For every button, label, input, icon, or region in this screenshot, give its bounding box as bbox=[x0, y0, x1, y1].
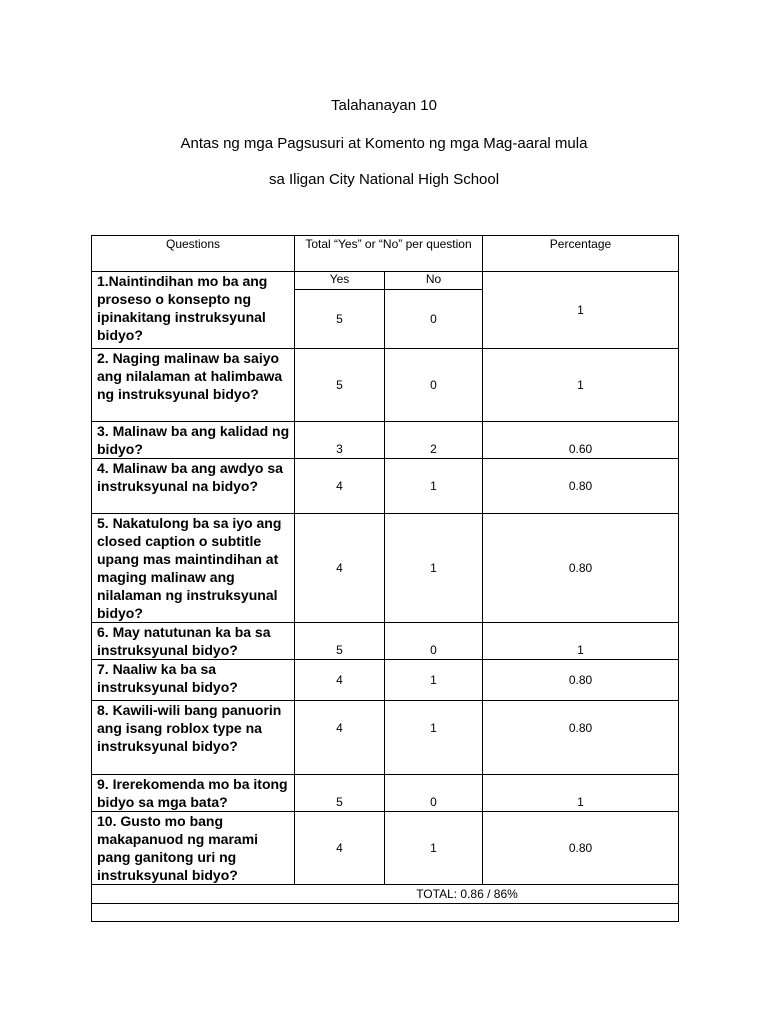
header-no: No bbox=[385, 272, 483, 290]
no-count-cell: 2 bbox=[385, 422, 483, 459]
header-total-yes-no: Total “Yes” or “No” per question bbox=[295, 236, 483, 272]
yes-count-cell: 4 bbox=[295, 660, 385, 701]
no-count-cell: 0 bbox=[385, 349, 483, 422]
total-cell bbox=[92, 885, 679, 904]
no-count-cell: 1 bbox=[385, 812, 483, 885]
no-count-cell: 1 bbox=[385, 459, 483, 514]
document-title: Talahanayan 10 bbox=[331, 97, 437, 114]
percentage-cell: 1 bbox=[483, 775, 679, 812]
empty-cell bbox=[92, 904, 679, 922]
question-cell: 6. May natutunan ka ba sa instruksyunal bidyo? bbox=[92, 623, 295, 660]
percentage-cell: 1 bbox=[483, 623, 679, 660]
percentage-cell: 0.80 bbox=[483, 701, 679, 775]
table-row bbox=[92, 272, 679, 290]
yes-count-cell: 5 bbox=[295, 775, 385, 812]
percentage-cell: 0.80 bbox=[483, 812, 679, 885]
header-yes: Yes bbox=[295, 272, 385, 290]
question-cell: 9. Irerekomenda mo ba itong bidyo sa mga bata? bbox=[92, 775, 295, 812]
table-row bbox=[92, 775, 679, 812]
yes-count-cell: 3 bbox=[295, 422, 385, 459]
no-count-cell: 0 bbox=[385, 290, 483, 349]
yes-count-cell: 5 bbox=[295, 349, 385, 422]
yes-count-cell: 5 bbox=[295, 623, 385, 660]
percentage-cell: 0.80 bbox=[483, 459, 679, 514]
percentage-cell: 0.80 bbox=[483, 660, 679, 701]
document-subtitle-line-1: Antas ng mga Pagsusuri at Komento ng mga Mag-aaral mula bbox=[180, 135, 588, 152]
total-row bbox=[92, 885, 679, 904]
table-row bbox=[92, 349, 679, 422]
table-row bbox=[92, 459, 679, 514]
percentage-cell: 1 bbox=[483, 272, 679, 349]
table-row bbox=[92, 422, 679, 459]
yes-count-cell: 4 bbox=[295, 812, 385, 885]
no-count-cell: 0 bbox=[385, 623, 483, 660]
question-cell: 7. Naaliw ka ba sa instruksyunal bidyo? bbox=[92, 660, 295, 701]
question-cell: 1.Naintindihan mo ba ang proseso o konsepto ng ipinakitang instruksyunal bidyo? bbox=[92, 272, 295, 349]
question-cell: 3. Malinaw ba ang kalidad ng bidyo? bbox=[92, 422, 295, 459]
header-percentage: Percentage bbox=[483, 236, 679, 272]
no-count-cell: 0 bbox=[385, 775, 483, 812]
header-questions: Questions bbox=[92, 236, 295, 272]
no-count-cell: 1 bbox=[385, 701, 483, 775]
question-cell: 4. Malinaw ba ang awdyo sa instruksyunal na bidyo? bbox=[92, 459, 295, 514]
table-row bbox=[92, 701, 679, 775]
empty-row bbox=[92, 904, 679, 922]
total-label: TOTAL: 0.86 / 86% bbox=[416, 887, 518, 901]
document-subtitle-line-2: sa Iligan City National High School bbox=[268, 171, 500, 188]
question-cell: 5. Nakatulong ba sa iyo ang closed caption o subtitle upang mas maintindihan at maging malinaw ang nilalaman ng instruksyunal bidyo? bbox=[92, 514, 295, 623]
no-count-cell: 1 bbox=[385, 660, 483, 701]
percentage-cell: 1 bbox=[483, 349, 679, 422]
table-row bbox=[92, 812, 679, 885]
header-row bbox=[92, 236, 679, 272]
yes-count-cell: 5 bbox=[295, 290, 385, 349]
percentage-cell: 0.80 bbox=[483, 514, 679, 623]
question-cell: 8. Kawili-wili bang panuorin ang isang roblox type na instruksyunal bidyo? bbox=[92, 701, 295, 775]
yes-count-cell: 4 bbox=[295, 701, 385, 775]
table-row bbox=[92, 623, 679, 660]
yes-count-cell: 4 bbox=[295, 459, 385, 514]
table-row bbox=[92, 660, 679, 701]
question-cell: 2. Naging malinaw ba saiyo ang nilalaman at halimbawa ng instruksyunal bidyo? bbox=[92, 349, 295, 422]
no-count-cell: 1 bbox=[385, 514, 483, 623]
question-cell: 10. Gusto mo bang makapanuod ng marami pang ganitong uri ng instruksyunal bidyo? bbox=[92, 812, 295, 885]
percentage-cell: 0.60 bbox=[483, 422, 679, 459]
table-row bbox=[92, 514, 679, 623]
survey-results-table bbox=[91, 235, 679, 922]
yes-count-cell: 4 bbox=[295, 514, 385, 623]
